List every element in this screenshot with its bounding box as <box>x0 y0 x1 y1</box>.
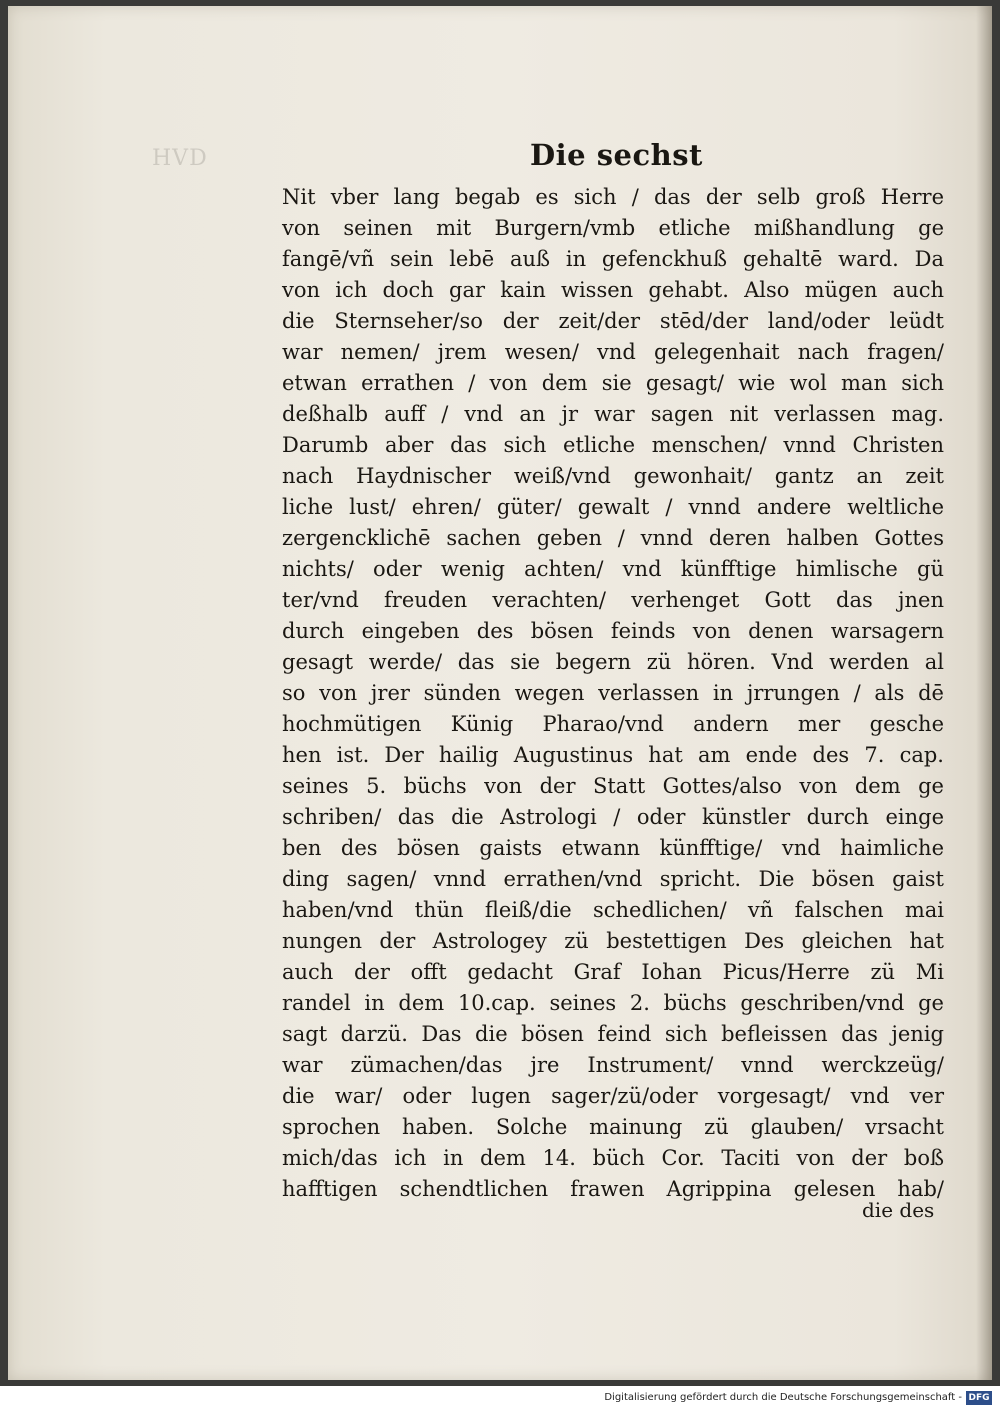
text-line: hafftigen schendtlichen frawen Agrippina gelesen hab/ <box>282 1177 944 1201</box>
text-line: von seinen mit Burgern/vmb etliche mißhandlung ge <box>282 216 944 240</box>
text-line: so von jrer sünden wegen verlassen in jrrungen / als dē <box>282 681 944 705</box>
text-line: randel in dem 10.cap. seines 2. büchs geschriben/vnd ge <box>282 991 944 1015</box>
text-line: die war/ oder lugen sager/zü/oder vorgesagt/ vnd ver <box>282 1084 944 1108</box>
text-line: nungen der Astrologey zü bestettigen Des gleichen hat <box>282 929 944 953</box>
bleed-through-text: HVD <box>152 146 208 171</box>
catchword: die des <box>862 1198 935 1222</box>
text-line: nichts/ oder wenig achten/ vnd künfftige himlische gü <box>282 557 944 581</box>
page-heading: Die sechst <box>530 138 703 172</box>
text-line: zergencklichē sachen geben / vnnd deren halben Gottes <box>282 526 944 550</box>
text-line: ding sagen/ vnnd errathen/vnd spricht. Die bösen gaist <box>282 867 944 891</box>
dfg-logo[interactable]: DFG <box>966 1391 992 1405</box>
text-line: auch der offt gedacht Graf Iohan Picus/Herre zü Mi <box>282 960 944 984</box>
body-text <box>282 182 944 1205</box>
text-line: deßhalb auff / vnd an jr war sagen nit verlassen mag. <box>282 402 944 426</box>
text-line: die Sternseher/so der zeit/der stēd/der land/oder leüdt <box>282 309 944 333</box>
text-line: sagt darzü. Das die bösen feind sich befleissen das jenig <box>282 1022 944 1046</box>
text-line: ter/vnd freuden verachten/ verhenget Gott das jnen <box>282 588 944 612</box>
text-line: fangē/vñ sein lebē auß in gefenckhuß gehaltē ward. Da <box>282 247 944 271</box>
text-line: war zümachen/das jre Instrument/ vnnd werckzeüg/ <box>282 1053 944 1077</box>
text-line: durch eingeben des bösen feinds von denen warsagern <box>282 619 944 643</box>
text-line: nach Haydnischer weiß/vnd gewonhait/ gantz an zeit <box>282 464 944 488</box>
text-line: seines 5. büchs von der Statt Gottes/also von dem ge <box>282 774 944 798</box>
text-line: sprochen haben. Solche mainung zü glauben/ vrsacht <box>282 1115 944 1139</box>
text-line: haben/vnd thün fleiß/die schedlichen/ vñ falschen mai <box>282 898 944 922</box>
text-line: etwan errathen / von dem sie gesagt/ wie wol man sich <box>282 371 944 395</box>
text-line: liche lust/ ehren/ güter/ gewalt / vnnd andere weltliche <box>282 495 944 519</box>
text-line: Nit vber lang begab es sich / das der selb groß Herre <box>282 185 944 209</box>
text-line: hochmütigen Künig Pharao/vnd andern mer gesche <box>282 712 944 736</box>
text-line: schriben/ das die Astrologi / oder künstler durch einge <box>282 805 944 829</box>
text-line: mich/das ich in dem 14. büch Cor. Taciti von der boß <box>282 1146 944 1170</box>
text-line: ben des bösen gaists etwann künfftige/ vnd haimliche <box>282 836 944 860</box>
page-gutter-shadow <box>976 6 992 1380</box>
footer-bar <box>0 1386 1000 1410</box>
text-line: hen ist. Der hailig Augustinus hat am ende des 7. cap. <box>282 743 944 767</box>
text-line: gesagt werde/ das sie begern zü hören. Vnd werden al <box>282 650 944 674</box>
text-line: Darumb aber das sich etliche menschen/ vnnd Christen <box>282 433 944 457</box>
text-line: war nemen/ jrem wesen/ vnd gelegenhait nach fragen/ <box>282 340 944 364</box>
footer-credit: Digitalisierung gefördert durch die Deutsche Forschungsgemeinschaft - <box>604 1392 962 1403</box>
text-line: von ich doch gar kain wissen gehabt. Also mügen auch <box>282 278 944 302</box>
